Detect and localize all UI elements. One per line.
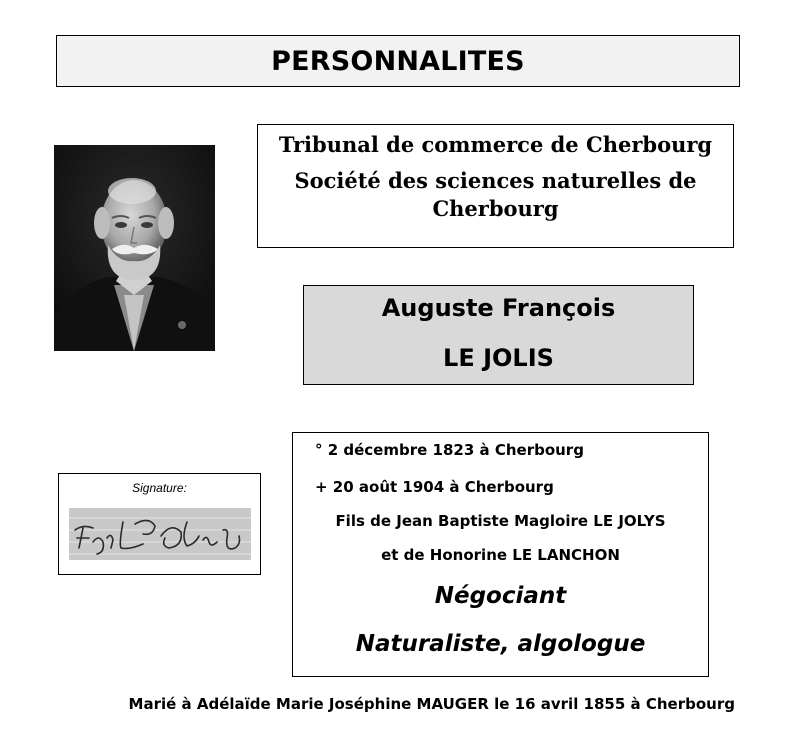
institutions-box bbox=[257, 124, 734, 248]
occupation-negociant: Négociant bbox=[434, 583, 567, 609]
institution-societe-city: Cherbourg bbox=[432, 196, 559, 221]
person-name-box bbox=[303, 285, 694, 385]
page-header bbox=[56, 35, 740, 87]
signature-label: Signature: bbox=[132, 481, 187, 495]
biography-box bbox=[292, 432, 709, 677]
marriage-info: Marié à Adélaïde Marie Joséphine MAUGER le 16 avril 1855 à Cherbourg bbox=[128, 695, 735, 713]
birth-info: ° 2 décembre 1823 à Cherbourg bbox=[315, 441, 584, 459]
institution-tribunal: Tribunal de commerce de Cherbourg bbox=[278, 132, 713, 157]
person-first-name: Auguste François bbox=[381, 294, 616, 322]
father-info: Fils de Jean Baptiste Magloire LE JOLYS bbox=[335, 512, 666, 530]
portrait-photo bbox=[54, 145, 215, 351]
death-info: + 20 août 1904 à Cherbourg bbox=[315, 478, 554, 496]
occupation-naturaliste: Naturaliste, algologue bbox=[355, 631, 646, 657]
mother-info: et de Honorine LE LANCHON bbox=[381, 546, 620, 564]
page-title: PERSONNALITES bbox=[271, 45, 525, 77]
signature-box bbox=[58, 473, 261, 575]
person-last-name: LE JOLIS bbox=[443, 344, 554, 372]
institution-societe: Société des sciences naturelles de bbox=[294, 168, 697, 193]
handwritten-signature bbox=[69, 508, 251, 560]
